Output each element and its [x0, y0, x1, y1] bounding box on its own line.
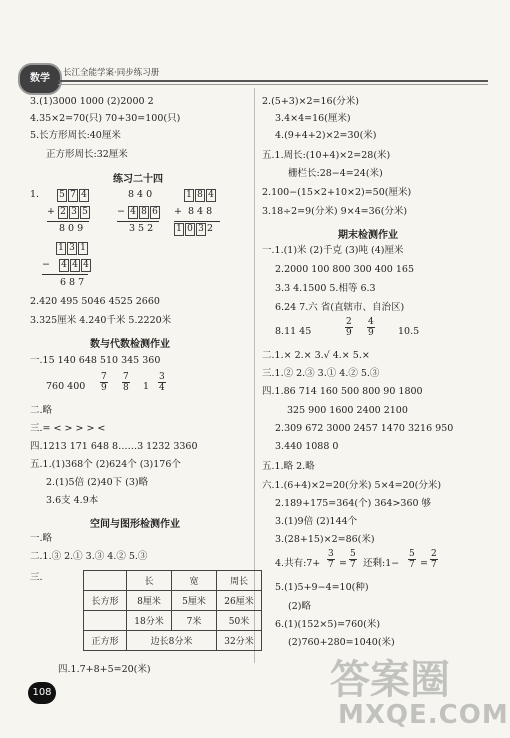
answer-line: 3.440 1088 0 [275, 441, 339, 452]
watermark-url: MXQE.COM [338, 700, 509, 730]
answer-line: 三.= < > > > < [30, 423, 106, 434]
question-number: 1. [30, 189, 40, 200]
answer-line: 一.15 140 648 510 345 360 [30, 355, 161, 366]
fraction: $\frac{7}{8}$ [123, 372, 129, 393]
table-cell: 32分米 [217, 631, 262, 651]
answer-line: 5.(1)5+9−4=10(种) [275, 582, 369, 593]
answer-line: 5.长方形周长:40厘米 [30, 130, 121, 141]
table-row [84, 631, 262, 651]
table-cell: 长 [127, 571, 172, 591]
equals-sign: = [420, 558, 428, 569]
answer-line: 2.2000 100 800 300 400 165 [275, 264, 415, 275]
answer-line: 6.(1)(152×5)=760(米) [275, 619, 381, 630]
section-title: 数与代数检测作业 [90, 339, 170, 350]
answer-value: 1 [143, 381, 150, 392]
fraction: $\frac{2}{7}$ [431, 549, 437, 570]
sum-line [47, 221, 89, 222]
answer-line: 正方形周长:32厘米 [46, 149, 128, 160]
answer-line: 五.1.(1)368个 (2)624个 (3)176个 [30, 459, 181, 470]
answer-line: 四.1213 171 648 8……3 1232 3360 [30, 441, 198, 452]
answer-line: 2.100−(15×2+10×2)=50(厘米) [262, 187, 412, 198]
answer-line: 3.4×4=16(厘米) [275, 113, 351, 124]
answer-line: 2.(1)5倍 (2)40下 (3)略 [46, 477, 149, 488]
answer-line: 还剩:1− [363, 558, 400, 569]
answer-line: 3.(1)3000 1000 (2)2000 2 [30, 96, 154, 107]
vertical-subtraction-top: 840 [128, 189, 156, 200]
fraction: $\frac{5}{7}$ [409, 549, 415, 570]
section-title: 期末检测作业 [338, 230, 398, 241]
table-cell: 正方形 [84, 631, 127, 651]
fraction: $\frac{3}{7}$ [328, 549, 334, 570]
difference-line [117, 221, 159, 222]
answer-line: 三. [30, 572, 43, 583]
table-cell: 18分米 [127, 611, 172, 631]
table-row [84, 591, 262, 611]
answer-line: 4.35×2=70(只) 70+30=100(只) [30, 113, 181, 124]
answer-line: 4.共有:7+ [275, 558, 321, 569]
vertical-subtraction-result: 352 [129, 223, 157, 234]
answer-line: 6.24 7.六 省(直辖市、自治区) [275, 302, 405, 313]
answer-line: 五.1.略 2.略 [262, 461, 315, 472]
watermark-logo: 答案圈 [330, 657, 450, 703]
vertical-subtraction-top: 1 3 1 [56, 242, 89, 255]
series-title: 长江全能学案·同步练习册 [63, 68, 160, 78]
vertical-subtraction-result: 687 [60, 277, 88, 288]
equals-sign: = [339, 558, 347, 569]
table-cell: 50米 [217, 611, 262, 631]
table-cell: 7米 [172, 611, 217, 631]
table-row [84, 611, 262, 631]
answer-line: 一.1.(1)米 (2)千克 (3)吨 (4)厘米 [262, 245, 404, 256]
answer-line: 四.1.86 714 160 500 800 90 1800 [262, 386, 423, 397]
table-cell: 长方形 [84, 591, 127, 611]
vertical-addition-top: 5 7 4 [57, 189, 90, 202]
answer-line: 四.1.7+8+5=20(米) [58, 664, 151, 675]
answer-line: 六.1.(6+4)×2=20(分米) 5×4=20(分米) [262, 480, 442, 491]
table-cell [84, 571, 127, 591]
table-cell: 8厘米 [127, 591, 172, 611]
answer-line: 三.1.② 2.③ 3.① 4.② 5.③ [262, 368, 380, 379]
fraction: $\frac{3}{4}$ [159, 372, 165, 393]
fraction: $\frac{7}{9}$ [101, 372, 107, 393]
answer-line: 3.6支 4.9本 [46, 495, 99, 506]
answer-value: 10.5 [398, 326, 420, 337]
vertical-addition-addend: + 2 3 5 [47, 206, 91, 219]
fraction: $\frac{5}{7}$ [350, 549, 356, 570]
answer-line: 2.189+175=364(个) 364>360 够 [275, 498, 432, 509]
table-cell: 宽 [172, 571, 217, 591]
answer-line: 3.(28+15)×2=86(米) [275, 534, 375, 545]
answer-line: (2)略 [288, 601, 311, 612]
answer-line: 3.3 4.1500 5.相等 6.3 [275, 283, 376, 294]
vertical-addition-result: 809 [59, 223, 87, 234]
header-rule [58, 80, 488, 82]
table-cell: 26厘米 [217, 591, 262, 611]
answer-line: 4.(9+4+2)×2=30(米) [275, 130, 377, 141]
page-number: 108 [28, 682, 56, 704]
answer-line: 二.略 [30, 405, 53, 416]
table-cell: 边长8分米 [127, 631, 217, 651]
answer-line: 760 400 [46, 381, 86, 392]
vertical-subtraction-subtrahend: − 4 4 4 [42, 259, 92, 272]
dimensions-table [83, 570, 262, 651]
fraction: $\frac{2}{9}$ [346, 317, 352, 338]
table-cell [84, 611, 127, 631]
sum-line [174, 221, 220, 222]
table-cell: 周长 [217, 571, 262, 591]
answer-line: 2.420 495 5046 4525 2660 [30, 296, 160, 307]
answer-line: 一.略 [30, 533, 53, 544]
header-rule-thin [58, 84, 488, 85]
answer-line: 五.1.周长:(10+4)×2=28(米) [262, 150, 391, 161]
section-title: 空间与图形检测作业 [90, 519, 180, 530]
vertical-subtraction-subtrahend: − 4 8 6 [117, 206, 161, 219]
table-cell: 5厘米 [172, 591, 217, 611]
answer-line: 栅栏长:28−4=24(米) [288, 168, 383, 179]
answer-line: 8.11 45 [275, 326, 312, 337]
answer-line: 二.1.× 2.× 3.√ 4.× 5.× [262, 350, 370, 361]
answer-line: (2)760+280=1040(米) [288, 637, 395, 648]
answer-line: 2.309 672 3000 2457 1470 3216 950 [275, 423, 454, 434]
answer-line: 325 900 1600 2400 2100 [287, 405, 408, 416]
fraction: $\frac{4}{9}$ [368, 317, 374, 338]
table-header-row [84, 571, 262, 591]
answer-line: 2.(5+3)×2=16(分米) [262, 96, 359, 107]
section-title: 练习二十四 [113, 174, 163, 185]
vertical-addition-top: 1 8 4 [184, 189, 217, 202]
answer-line: 3.(1)9倍 (2)144个 [275, 516, 358, 527]
answer-line: 3.325厘米 4.240千米 5.2220米 [30, 315, 172, 326]
vertical-addition-addend: + 848 [174, 206, 216, 217]
answer-line: 3.18÷2=9(分米) 9×4=36(分米) [262, 206, 408, 217]
vertical-addition-result: 1 0 3 2 [174, 223, 213, 236]
difference-line [42, 274, 88, 275]
subject-badge: 数学 [18, 63, 62, 95]
answer-line: 二.1.③ 2.① 3.③ 4.② 5.③ [30, 551, 148, 562]
